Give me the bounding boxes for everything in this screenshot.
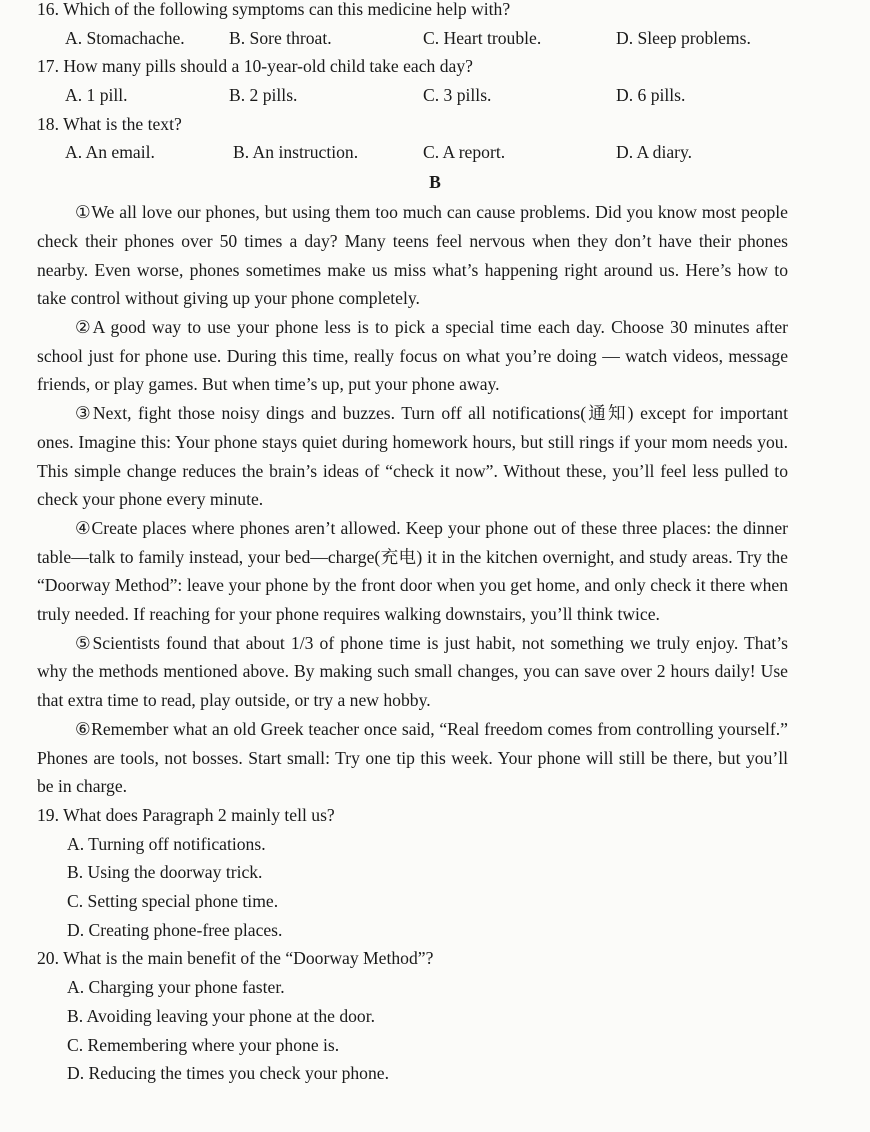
paragraph-3: ③Next, fight those noisy dings and buzzes. Turn off all notifications(通知) except for important ones. Imagine this: Your phone stays quiet during homework hours, but still rings if your mom needs you. This simple change reduces the brain’s ideas of “check it now”. Without these, you’ll feel less pulled to check your phone every minute.	[37, 403, 788, 510]
question-19	[0, 801, 870, 945]
option-d: D. A diary.	[616, 142, 693, 163]
paragraph-5: ⑤Scientists found that about 1/3 of phone time is just habit, not something we truly enjoy. That’s why the methods mentioned above. By making such small changes, you can save over 2 hours daily! Use that extra time to read, play outside, or try a new hobby.	[37, 632, 788, 711]
option-row	[0, 81, 870, 110]
option-row	[0, 24, 870, 53]
question-stem: 18. What is the text?	[37, 113, 182, 134]
paragraph-1: ①We all love our phones, but using them too much can cause problems. Did you know most people check their phones over 50 times a day? Many teens feel nervous when they don’t have their phones nearby. Even worse, phones sometimes make us miss what’s happening right around us. Here’s how to take control without giving up your phone completely.	[37, 202, 788, 309]
question-17	[0, 52, 870, 109]
option-a: A. 1 pill.	[65, 85, 128, 106]
option-b: B. Avoiding leaving your phone at the door.	[67, 1005, 376, 1026]
option-d: D. Sleep problems.	[616, 27, 751, 48]
paragraph-4: ④Create places where phones aren’t allowed. Keep your phone out of these three places: the dinner table—talk to family instead, your bed—charge(充电) it in the kitchen overnight, and study areas. Try the “Doorway Method”: leave your phone by the front door when you get home, and only check it there when truly needed. If reaching for your phone requires walking downstairs, you’ll think twice.	[37, 517, 788, 625]
question-stem: 19. What does Paragraph 2 mainly tell us?	[37, 804, 335, 825]
paragraph-2: ②A good way to use your phone less is to pick a special time each day. Choose 30 minutes after school just for phone use. During this time, really focus on what you’re doing — watch videos, message friends, or play games. But when time’s up, put your phone away.	[37, 316, 788, 395]
question-18	[0, 110, 870, 167]
question-stem: 16. Which of the following symptoms can this medicine help with?	[37, 0, 511, 19]
option-c: C. 3 pills.	[423, 85, 492, 106]
option-row	[0, 138, 870, 167]
question-stem: 17. How many pills should a 10-year-old child take each day?	[37, 56, 473, 77]
option-a: A. An email.	[65, 142, 155, 163]
option-b: B. 2 pills.	[229, 85, 298, 106]
reading-passage	[0, 198, 870, 801]
option-a: A. Stomachache.	[65, 27, 185, 48]
option-d: D. Creating phone-free places.	[67, 919, 283, 940]
question-20	[0, 944, 870, 1088]
option-d: D. 6 pills.	[616, 85, 686, 106]
section-b-title: B	[429, 172, 441, 193]
option-b: B. An instruction.	[233, 142, 359, 163]
option-d: D. Reducing the times you check your phone.	[67, 1063, 389, 1084]
option-b: B. Sore throat.	[229, 27, 332, 48]
option-a: A. Turning off notifications.	[67, 833, 266, 854]
question-stem: 20. What is the main benefit of the “Doorway Method”?	[37, 948, 434, 969]
option-c: C. A report.	[423, 142, 506, 163]
option-c: C. Setting special phone time.	[67, 891, 279, 912]
option-c: C. Heart trouble.	[423, 27, 542, 48]
paragraph-6: ⑥Remember what an old Greek teacher once said, “Real freedom comes from controlling yourself.” Phones are tools, not bosses. Start small: Try one tip this week. Your phone will still be there, but you’ll be in charge.	[37, 718, 788, 797]
option-c: C. Remembering where your phone is.	[67, 1034, 340, 1055]
option-a: A. Charging your phone faster.	[67, 977, 285, 998]
option-b: B. Using the doorway trick.	[67, 862, 263, 883]
question-16	[0, 0, 870, 52]
